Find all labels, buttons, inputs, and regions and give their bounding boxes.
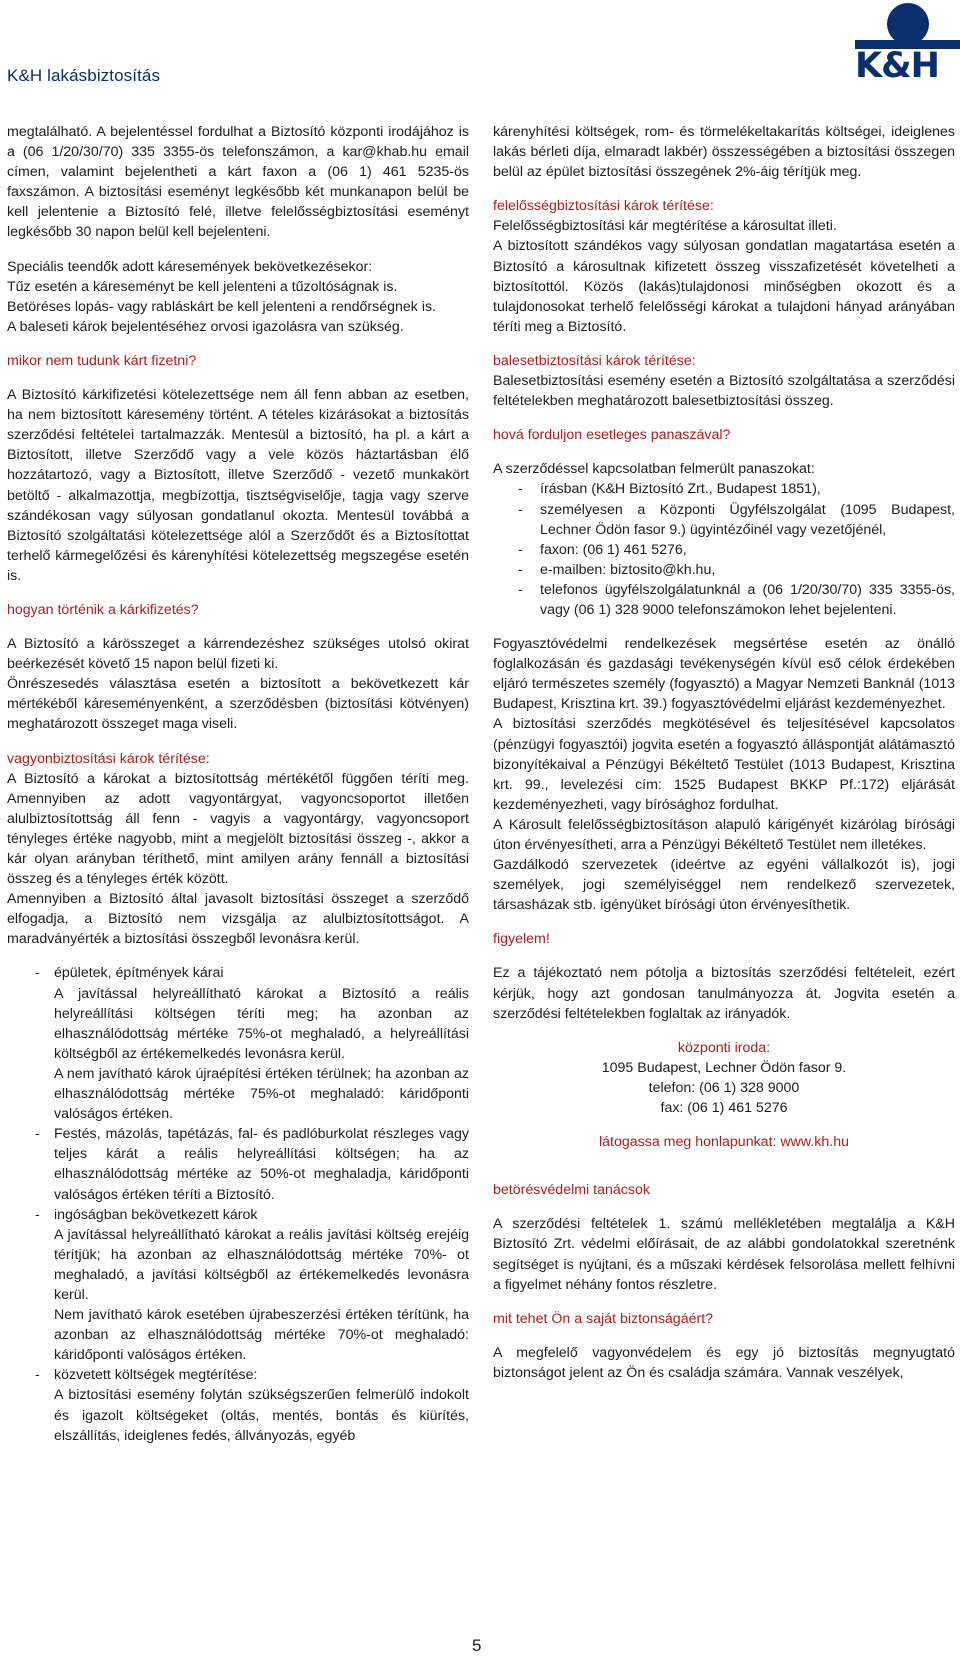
indirect-costs-continued: kárenyhítési költségek, rom- és törmelékeltakarítás költségei, ideiglenes lakás bérleti díja, elmaradt lakbér) összességében a biztosítási összegen belül az épület biztosítási összegének 2%-áig térítjük meg. xyxy=(493,124,955,181)
payment-deadline-text: A Biztosító a kárösszeget a kárrendezéshez szükséges utolsó okirat beérkezését követő 15 napon belül fizeti ki. xyxy=(7,636,469,673)
heading-own-security: mit tehet Ön a saját biztonságáért? xyxy=(493,1310,714,1327)
heading-accident-claims: balesetbiztosítási károk térítése: xyxy=(493,352,696,369)
list-item-text: A javítással helyreállítható károkat a reális javítási költség erejéig térítjük; ha azonban az elhasználódottság mértéke 70%- ot meghaladó, a javítási költségből az értékemelkedés levonásra kerül. xyxy=(54,1226,469,1303)
list-dash: - xyxy=(518,541,523,558)
list-dash: - xyxy=(518,481,523,498)
consumer-protection-text-2: A biztosítási szerződés megkötésével és teljesítésével kapcsolatos (pénzügyi fogyasztói) jogvita esetén a fogyasztó álláspontját alátámasztó bizonyítékaival a Pénzügyi Békéltető Testület (1013 Budapest, Krisztina krt. 99., levelezési cím: 1525 Budapest BKKP Pf.:172) eljárását kezdeményezheti, vagy bírósághoz fordulhat. xyxy=(493,716,955,813)
burglary-advice-text: A szerződési feltételek 1. számú mellékletében megtalálja a K&H Biztosító Zrt. védelmi előírásait, de az alábbi gondolatokkal szeretnénk segítséget is nyújtani, és a műszaki kérdések felsorolása mellett felhívni a figyelmet néhány fontos részletre. xyxy=(493,1216,955,1293)
attention-text: Ez a tájékoztató nem pótolja a biztosítás szerződési feltételeit, ezért kérjük, hogy azt gondosan tanulmányozza át. Jogvita esetén a szerződési feltételekben foglaltak az irányadók. xyxy=(493,965,955,1022)
list-item-text: A javítással helyreállítható károkat a Biztosító a reális helyreállítási költségen téríti meg; ha azonban az elhasználódottság mértéke 75%-ot meghaladó, a helyreállítási költségből az értékemelkedés levonásra kerül. xyxy=(54,985,469,1062)
property-claims-text-1: A Biztosító a károkat a biztosítottság mértékétől függően téríti meg. Amennyiben az adott vagyontárgyat, vagyoncsoportot illetően alulbiztosítottság áll fenn - vagyis a vagyontárgy, vagyoncsoport tényleges értéke nagyobb, mint a megjelölt biztosítási összeg -, akkor a kár olyan arányban téríthető, mint amilyen arány fennáll a biztosítási összeg és a tényleges érték között. xyxy=(7,770,469,888)
list-item xyxy=(493,580,955,620)
special-actions-title: Speciális teendők adott káresemények bekövetkezésekor: xyxy=(7,258,373,275)
no-payment-text: A Biztosító kárkifizetési kötelezettsége nem áll fenn abban az esetben, ha nem biztosított káresemény történt. A tételes kizárásokat a biztosítás szerződési feltételei tartalmazzák. Mentesül a biztosító, ha pl. a kárt a Biztosított, illetve Szerződő vagy a vele közös háztartásban élő hozzátartozó, vagy a Biztosított, illetve Szerződő - vezető munkakört betöltő - alkalmazottja, megbízottja, tisztségviselője, tagja vagy szerve szándékosan vagy súlyosan gondatlanul okozta. Mentesül továbbá a Biztosító szolgáltatási kötelezettsége alól a Szerződőt és a Biztosítottat terhelő kármegelőzési és kárenyhítési kötelezettség megszegése esetén is. xyxy=(7,387,469,584)
list-item-text: A nem javítható károk újraépítési értéken térülnek; ha azonban az elhasználódottság mértéke 75%-ot meghaladó: káridőponti valóságos értéken. xyxy=(54,1065,469,1123)
special-action-burglary: Betöréses lopás- vagy rabláskárt be kell jelenteni a rendőrségnek is. xyxy=(7,298,437,315)
right-column xyxy=(493,122,955,1383)
page-number: 5 xyxy=(472,1636,482,1655)
list-dash: - xyxy=(35,1367,40,1384)
list-dash: - xyxy=(518,501,523,518)
heading-liability-claims: felelősségbiztosítási károk térítése: xyxy=(493,198,714,215)
own-security-text: A megfelelő vagyonvédelem és egy jó biztosítás megnyugtató biztonságot jelent az Ön és családja számára. Vannak veszélyek, xyxy=(493,1344,955,1381)
heading-property-claims: vagyonbiztosítási károk térítése: xyxy=(7,750,210,767)
complaint-channel: e-mailben: biztosito@kh.hu, xyxy=(540,561,716,578)
list-dash: - xyxy=(35,965,40,982)
list-item xyxy=(493,560,955,580)
website-link[interactable]: látogassa meg honlapunkat: www.kh.hu xyxy=(598,1134,849,1151)
office-address: 1095 Budapest, Lechner Ödön fasor 9. xyxy=(601,1059,847,1076)
kh-logo-text: K&H xyxy=(855,46,939,86)
list-item-title: közvetett költségek megtérítése: xyxy=(54,1367,258,1384)
office-phone: telefon: (06 1) 328 9000 xyxy=(648,1079,800,1096)
property-claims-text-2: Amennyiben a Biztosító által javasolt biztosítási összeget a szerződő elfogadja, a Biztosító nem vizsgálja az alulbiztosítottságot. A maradványérték a biztosítási összegből levonásra kerül. xyxy=(7,891,469,948)
heading-burglary-advice: betörésvédelmi tanácsok xyxy=(493,1182,650,1199)
complaint-channel: telefonos ügyfélszolgálatunknál a (06 1/20/30/70) 335 3355-ös, vagy (06 1) 328 9000 telefonszámokon lehet bejelenteni. xyxy=(540,581,955,618)
heading-complaints: hová forduljon esetleges panaszával? xyxy=(493,427,731,444)
deductible-text: Önrészesedés választása esetén a biztosított a bekövetkezett kár mértékéből káreseményenként, a szerződésben (biztosítási kötvényen) meghatározott összeget maga viseli. xyxy=(7,676,469,733)
reporting-paragraph: megtalálható. A bejelentéssel fordulhat a Biztosító központi irodájához is a (06 1/20/30/70) 335 3355-ös telefonszámon, a kar@khab.hu email címen, valamint bejelentheti a kárt faxon a (06 1) 461 5235-ös faxszámon. A biztosítási eseményt legkésőbb két munkanapon belül be kell jelentenie a Biztosító felé, illetve felelősségbiztosítási eseményt legkésőbb 30 napon belül kell bejelenteni. xyxy=(7,124,469,241)
heading-no-payment: mikor nem tudunk kárt fizetni? xyxy=(7,352,197,369)
left-column xyxy=(7,122,469,1446)
complaint-channels-list xyxy=(493,479,955,620)
header-title: K&H lakásbiztosítás xyxy=(7,66,161,85)
accident-text: Balesetbiztosítási esemény esetén a Biztosító szolgáltatása a szerződési feltételekben meghatározott balesetbiztosítási összeg. xyxy=(493,373,955,410)
heading-office: központi iroda: xyxy=(677,1039,771,1056)
list-item-text: Nem javítható károk esetében újrabeszerzési értéken térítünk, ha azonban az elhasználódottság mértéke 70%-ot meghaladó: káridőponti valóságos értéken. xyxy=(54,1307,469,1364)
list-dash: - xyxy=(35,1126,40,1143)
complaint-intro: A szerződéssel kapcsolatban felmerült panaszokat: xyxy=(493,461,815,478)
list-item xyxy=(493,540,955,560)
complaint-channel: személyesen a Központi Ügyfélszolgálat (1095 Budapest, Lechner Ödön fasor 9.) ügyintézőinél vagy vezetőjénél, xyxy=(540,501,955,538)
office-fax: fax: (06 1) 461 5276 xyxy=(660,1100,788,1117)
list-item xyxy=(493,479,955,499)
list-item-text: A biztosítási esemény folytán szükségszerűen felmerülő indokolt és igazolt költségeket (oltás, mentés, bontás és kiürítés, elszállítás, ideiglenes fedés, állványozás, egyéb xyxy=(54,1387,469,1444)
heading-how-payment: hogyan történik a kárkifizetés? xyxy=(7,601,199,618)
complaint-channel: faxon: (06 1) 461 5276, xyxy=(540,541,687,558)
consumer-protection-text-1: Fogyasztóvédelmi rendelkezések megsértése esetén az önálló foglalkozásán és gazdasági tevékenységén kívül eső célok érdekében eljáró természetes személy (fogyasztó) a Magyar Nemzeti Banknál (1013 Budapest, Krisztina krt. 39.) fogyasztóvédelmi eljárást kezdeményezhet. xyxy=(493,636,955,713)
list-item-text: Festés, mázolás, tapétázás, fal- és padlóburkolat részleges vagy teljes kárát a reális helyreállítási költségen; ha az elhasználódottság mértéke az 50%-ot meghaladja, káridőponti valóságos értéken téríti a Biztosító. xyxy=(54,1126,469,1203)
list-item xyxy=(7,1124,469,1204)
liability-text-2: A biztosított szándékos vagy súlyosan gondatlan magatartása esetén a Biztosító a károsultnak kifizetett összeg visszafizetését követelheti a biztosítottól. Közös (lakás)tulajdonosi minőségben okozott és a tulajdonosokat terhelő felelősségi károkat a tulajdoni hányad arányában téríti meg a Biztosító. xyxy=(493,238,955,335)
list-item xyxy=(7,963,469,1124)
consumer-protection-text-3: A Károsult felelősségbiztosításon alapuló kárigényét kizárólag bírósági úton érvényesítheti, arra a Pénzügyi Békéltető Testület nem illetékes. xyxy=(493,816,955,853)
list-item xyxy=(493,500,955,540)
complaint-channel: írásban (K&H Biztosító Zrt., Budapest 1851), xyxy=(540,481,821,498)
list-dash: - xyxy=(35,1206,40,1223)
list-item xyxy=(7,1205,469,1366)
special-action-accident: A baleseti károk bejelentéséhez orvosi igazolásra van szükség. xyxy=(7,318,404,335)
list-dash: - xyxy=(518,561,523,578)
list-item-title: épületek, építmények kárai xyxy=(54,965,224,982)
list-dash: - xyxy=(518,581,523,598)
liability-text-1: Felelősségbiztosítási kár megtérítése a károsultat illeti. xyxy=(493,218,837,235)
list-item xyxy=(7,1365,469,1445)
heading-attention: figyelem! xyxy=(493,931,550,948)
consumer-protection-text-4: Gazdálkodó szervezetek (ideértve az egyéni vállalkozót is), jogi személyek, jogi személyiséggel nem rendelkező szervezetek, társasházak stb. igényüket bírósági úton érvényesíthetik. xyxy=(493,857,955,914)
list-item-title: ingóságban bekövetkezett károk xyxy=(54,1206,258,1223)
special-action-fire: Tűz esetén a káreseményt be kell jelenteni a tűzoltóságnak is. xyxy=(7,278,398,295)
property-claims-list xyxy=(7,963,469,1445)
